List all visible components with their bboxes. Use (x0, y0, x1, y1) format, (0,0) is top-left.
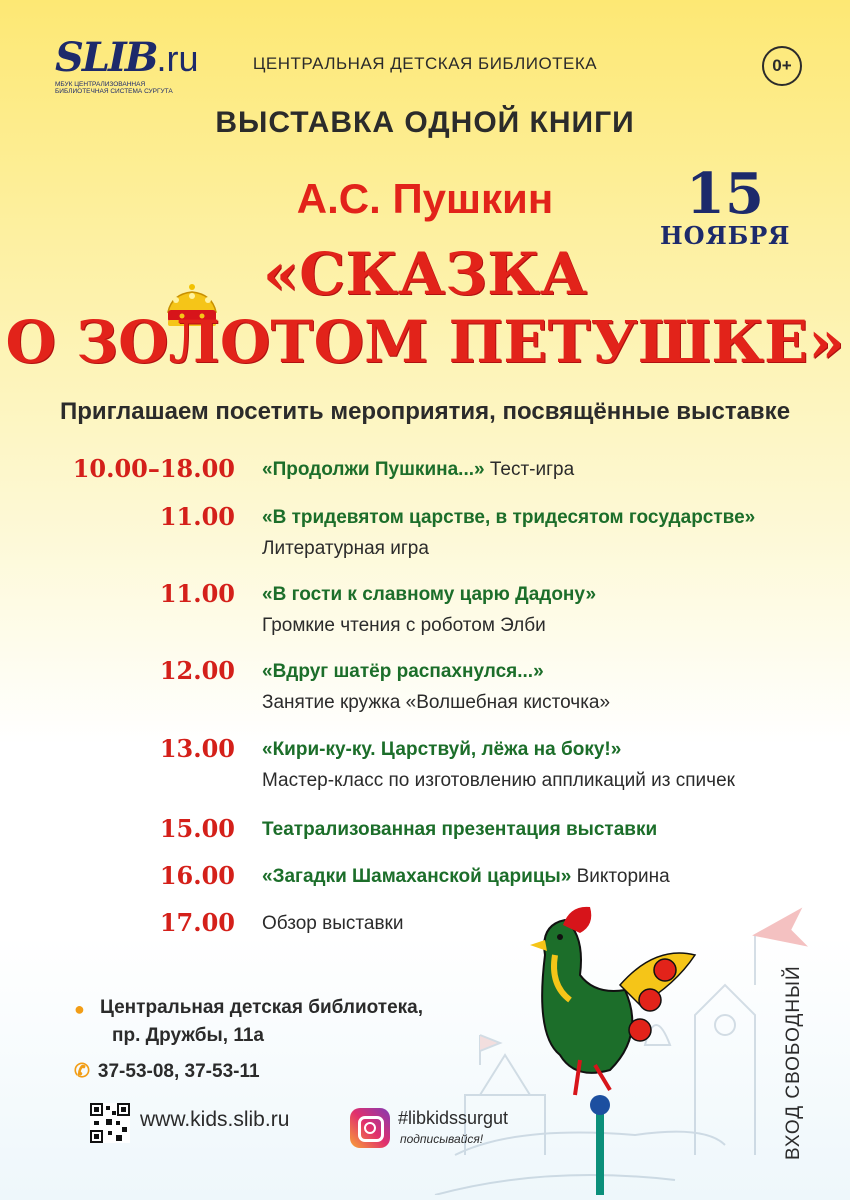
event-type: Тест-игра (484, 459, 575, 480)
logo-domain: .ru (156, 38, 199, 79)
address-line1: Центральная детская библиотека, (100, 997, 424, 1018)
instagram-subscribe: подписывайся! (400, 1132, 484, 1146)
instagram-icon[interactable] (350, 1108, 390, 1148)
event-description: Громкие чтения с роботом Элби (262, 615, 546, 636)
event-time: 11.00 (159, 502, 235, 531)
event-description: Мастер-класс по изготовлению аппликаций из спичек (262, 770, 735, 791)
event-title: Театрализованная презентация выставки (262, 819, 658, 840)
event-title: «Загадки Шамаханской царицы» (262, 866, 572, 887)
event-date (660, 161, 791, 250)
event-type: Викторина (571, 866, 670, 887)
logo-subtitle: МБУК ЦЕНТРАЛИЗОВАННАЯ БИБЛИОТЕЧНАЯ СИСТЕМА СУРГУТА (55, 81, 173, 95)
address-line2: пр. Дружбы, 11а (112, 1025, 264, 1046)
event-type: Обзор выставки (262, 913, 404, 934)
book-title-line2: О ЗОЛОТОМ ПЕТУШКЕ» (5, 308, 845, 376)
event-title: «Кири-ку-ку. Царствуй, лёжа на боку!» (262, 739, 622, 760)
book-title-line1: «СКАЗКА (262, 240, 588, 308)
date-month: НОЯБРЯ (660, 221, 791, 250)
event-time: 13.00 (159, 734, 235, 763)
event-title: «В тридевятом царстве, в тридесятом государстве» (262, 507, 756, 528)
qr-code-icon[interactable] (90, 1103, 130, 1143)
invite-text: Приглашаем посетить мероприятия, посвящённые выставке (59, 398, 791, 425)
event-time: 15.00 (159, 814, 235, 843)
library-name: ЦЕНТРАЛЬНАЯ ДЕТСКАЯ БИБЛИОТЕКА (252, 54, 598, 73)
event-title: «Продолжи Пушкина...» (262, 459, 485, 480)
instagram-hashtag[interactable]: #libkidssurgut (398, 1108, 509, 1128)
event-description: Литературная игра (262, 538, 429, 559)
event-time: 10.00–18.00 (72, 454, 235, 483)
event-time: 16.00 (159, 861, 235, 890)
map-pin-icon: ● (74, 999, 85, 1019)
exhibit-heading: ВЫСТАВКА ОДНОЙ КНИГИ (215, 106, 635, 139)
free-entry: ВХОД СВОБОДНЫЙ (783, 965, 804, 1160)
event-time: 11.00 (159, 579, 235, 608)
event-description: Занятие кружка «Волшебная кисточка» (262, 692, 611, 713)
date-day: 15 (686, 161, 764, 227)
event-title: «Вдруг шатёр распахнулся...» (262, 661, 544, 682)
event-time: 12.00 (159, 656, 235, 685)
phone-icon: ✆ (74, 1061, 90, 1082)
address (74, 994, 423, 1050)
author-name: А.С. Пушкин (296, 175, 554, 222)
event-title: «В гости к славному царю Дадону» (262, 584, 597, 605)
website-link[interactable]: www.kids.slib.ru (140, 1108, 290, 1131)
event-time: 17.00 (159, 908, 235, 937)
golden-cockerel-illustration (395, 895, 835, 1195)
logo-mark: SLIB (55, 34, 157, 81)
phone-numbers[interactable] (74, 1060, 260, 1083)
phone-text: 37-53-08, 37-53-11 (97, 1061, 260, 1082)
age-rating-badge: 0+ (762, 46, 802, 86)
